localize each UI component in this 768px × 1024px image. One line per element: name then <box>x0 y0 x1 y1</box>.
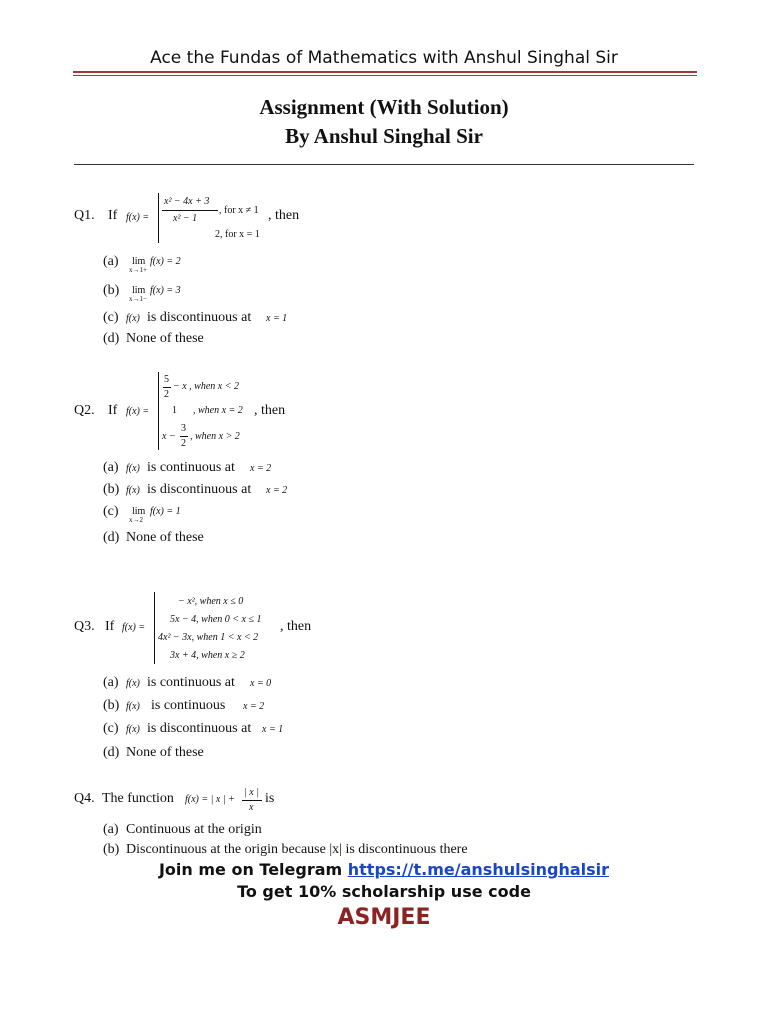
q3-option-a-text: is continuous at <box>147 675 235 690</box>
q3-case1: − x², when x ≤ 0 <box>178 596 244 607</box>
q1-case2: 2, for x = 1 <box>215 229 260 240</box>
q1-option-a-expr: f(x) = 2 <box>150 256 181 267</box>
q1-option-a-sub: x→1+ <box>129 266 147 274</box>
q2-case3-num: 3 <box>181 423 186 434</box>
q4-denominator: x <box>249 802 254 813</box>
q4-label: Q4. <box>74 791 95 806</box>
q3-option-a-label: (a) <box>103 675 119 690</box>
q2-case1-den: 2 <box>164 389 169 400</box>
q2-case3-pre: x − <box>162 431 176 442</box>
q2-option-a-label: (a) <box>103 460 119 475</box>
q2-option-b-text: is discontinuous at <box>147 482 252 497</box>
q1-if: If <box>108 208 118 223</box>
q2-option-c-lim: lim <box>132 506 146 517</box>
q1-then: , then <box>268 208 300 223</box>
q1-fx: f(x) = <box>126 212 150 223</box>
promo-code: ASMJEE <box>337 905 431 930</box>
q2-case1-num: 5 <box>164 374 169 385</box>
q4-text: The function <box>102 791 174 806</box>
q2-option-a-text: is continuous at <box>147 460 235 475</box>
q2-option-a-fx: f(x) <box>126 463 140 474</box>
q1-option-b-expr: f(x) = 3 <box>150 285 181 296</box>
q1-option-c-cond: x = 1 <box>266 313 288 324</box>
q2-option-c-label: (c) <box>103 504 119 519</box>
q2-then: , then <box>254 403 286 418</box>
q3-option-b-fx: f(x) <box>126 701 140 712</box>
q2-case1-rest: − x , when x < 2 <box>173 381 239 392</box>
q3-option-b-cond: x = 2 <box>243 701 265 712</box>
q3-fx: f(x) = <box>122 622 146 633</box>
q3-option-d-label: (d) <box>103 745 120 760</box>
q2-label: Q2. <box>74 403 95 418</box>
title-rule <box>74 164 694 165</box>
q2-option-b-cond: x = 2 <box>266 485 288 496</box>
q3-case3: 4x² − 3x, when 1 < x < 2 <box>158 632 259 643</box>
q2-option-d-label: (d) <box>103 530 120 545</box>
q3-option-a-cond: x = 0 <box>250 678 272 689</box>
q1-option-b-sub: x→1− <box>129 295 147 303</box>
telegram-text: Join me on Telegram <box>158 860 348 879</box>
q2-case2-rest: , when x = 2 <box>193 405 243 416</box>
q1-option-c-label: (c) <box>103 310 119 325</box>
q2-option-b-label: (b) <box>103 482 120 497</box>
q3-option-b-text: is continuous <box>151 698 226 713</box>
q4-option-a-text: Continuous at the origin <box>126 822 262 837</box>
q2-case1-bar <box>163 387 171 388</box>
q2-brace <box>158 372 159 450</box>
q3-case2: 5x − 4, when 0 < x ≤ 1 <box>170 614 262 625</box>
telegram-link[interactable]: https://t.me/anshulsinghalsir <box>347 860 610 879</box>
q3-option-a-fx: f(x) <box>126 678 140 689</box>
q3-then: , then <box>280 619 312 634</box>
q1-option-d-text: None of these <box>126 331 204 346</box>
q4-option-b-label: (b) <box>103 842 120 857</box>
q2-case3-den: 2 <box>181 438 186 449</box>
q4-fx: f(x) = | x | + <box>185 794 235 805</box>
q2-option-c-sub: x→2 <box>129 516 143 524</box>
q1-option-b-label: (b) <box>103 283 120 298</box>
page-header: Ace the Fundas of Mathematics with Anshul Singhal Sir <box>150 48 618 68</box>
q2-option-c-expr: f(x) = 1 <box>150 506 181 517</box>
q4-numerator: | x | <box>244 787 259 798</box>
q3-option-b-label: (b) <box>103 698 120 713</box>
q2-if: If <box>108 403 118 418</box>
q1-option-c-text: is discontinuous at <box>147 310 252 325</box>
q4-option-b-text: Discontinuous at the origin because |x| is discontinuous there <box>126 842 468 857</box>
q2-case3-rest: , when x > 2 <box>190 431 240 442</box>
assignment-title: Assignment (With Solution) <box>259 95 509 119</box>
q3-option-c-fx: f(x) <box>126 724 140 735</box>
q1-option-a-label: (a) <box>103 254 119 269</box>
q1-option-a-lim: lim <box>132 256 146 267</box>
q1-label: Q1. <box>74 208 95 223</box>
q4-is: is <box>265 791 275 806</box>
assignment-author: By Anshul Singhal Sir <box>285 124 483 148</box>
q2-option-d-text: None of these <box>126 530 204 545</box>
q1-denominator: x² − 1 <box>173 213 198 224</box>
q2-option-a-cond: x = 2 <box>250 463 272 474</box>
q3-if: If <box>105 619 115 634</box>
scholarship-line: To get 10% scholarship use code <box>237 882 531 901</box>
q2-fx: f(x) = <box>126 406 150 417</box>
telegram-line <box>0 860 768 879</box>
q1-fraction-bar <box>162 210 218 211</box>
q1-option-b-lim: lim <box>132 285 146 296</box>
q1-brace <box>158 193 159 243</box>
q3-brace <box>154 592 155 664</box>
q3-case4: 3x + 4, when x ≥ 2 <box>170 650 245 661</box>
q2-option-b-fx: f(x) <box>126 485 140 496</box>
q4-option-a-label: (a) <box>103 822 119 837</box>
q3-option-c-cond: x = 1 <box>262 724 284 735</box>
header-rule-thin <box>73 75 697 76</box>
q3-option-c-label: (c) <box>103 721 119 736</box>
q3-option-d-text: None of these <box>126 745 204 760</box>
q3-option-c-text: is discontinuous at <box>147 721 252 736</box>
q2-case2-value: 1 <box>172 405 177 416</box>
q2-case3-bar <box>180 436 188 437</box>
q4-fraction-bar <box>242 800 262 801</box>
q1-numerator: x² − 4x + 3 <box>164 196 210 207</box>
header-rule-thick <box>73 71 697 73</box>
q1-case1: , for x ≠ 1 <box>219 205 259 216</box>
q1-option-d-label: (d) <box>103 331 120 346</box>
q1-option-c-fx: f(x) <box>126 313 140 324</box>
q3-label: Q3. <box>74 619 95 634</box>
